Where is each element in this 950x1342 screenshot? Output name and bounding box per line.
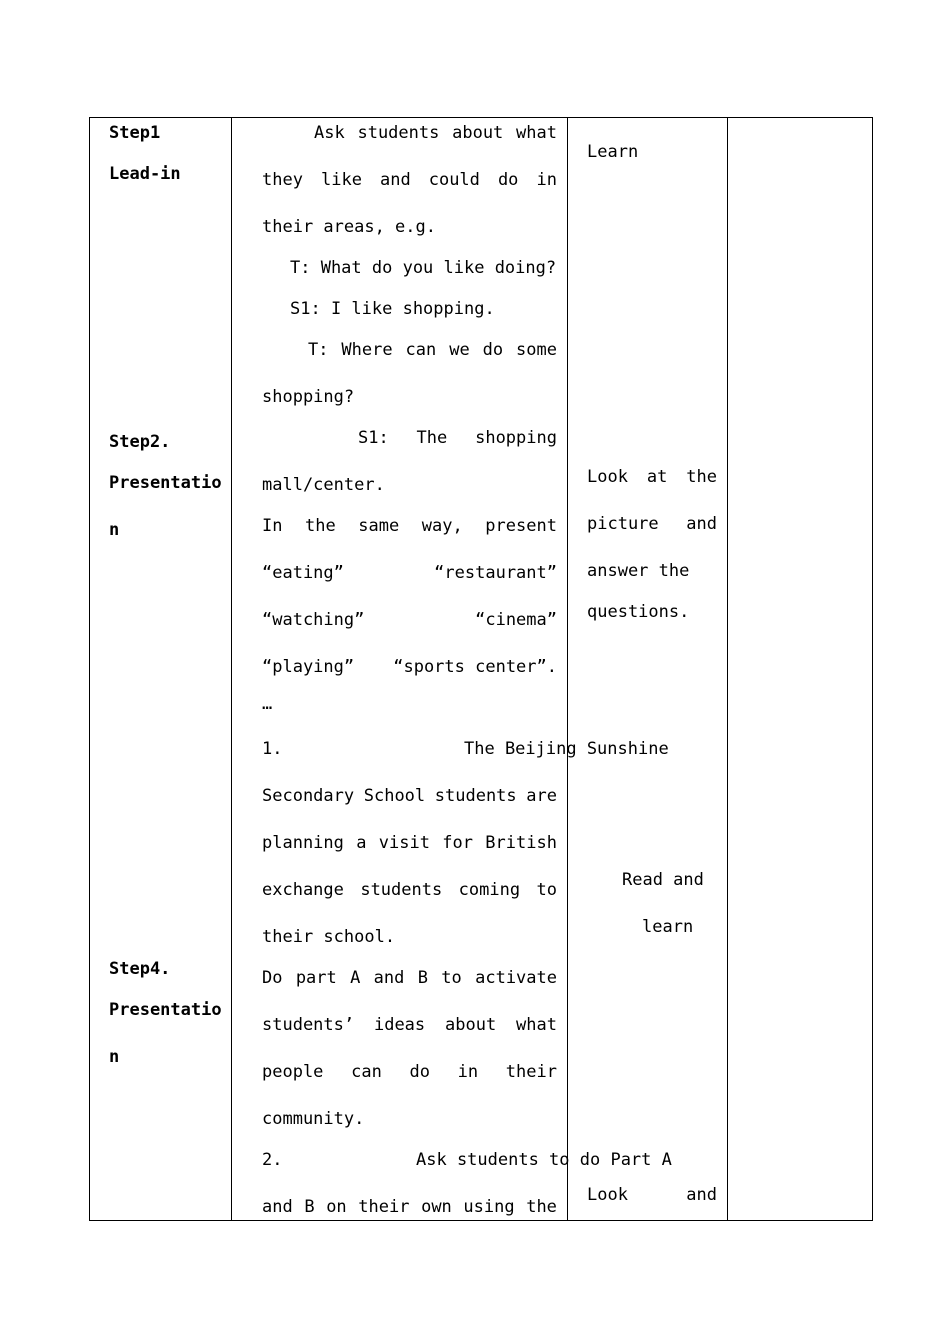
step-label: Step4. (109, 959, 171, 979)
text-line: In the same way, present (262, 516, 557, 536)
text-line: their areas, e.g. (262, 217, 436, 237)
step-label: Presentatio (109, 473, 222, 493)
text-line: Do part A and B to activate (262, 968, 557, 988)
column-divider (231, 118, 232, 1220)
step-label: n (109, 520, 120, 540)
text-line: questions. (587, 602, 690, 622)
text-line: Secondary School students are (262, 786, 557, 806)
text-line: 1. (262, 739, 283, 759)
text-line: Read and (622, 870, 704, 890)
text-line: planning a visit for British (262, 833, 557, 853)
step-label: Step2. (109, 432, 171, 452)
text-line: “playing” “sports center”. (262, 657, 557, 677)
text-line: … (262, 694, 273, 714)
text-line: Look and (587, 1185, 717, 1205)
text-line: “watching” “cinema” (262, 610, 557, 630)
text-line: they like and could do in (262, 170, 557, 190)
text-line: T: What do you like doing? (290, 258, 557, 278)
text-line: 2. (262, 1150, 283, 1170)
text-line: The Beijing Sunshine (464, 739, 669, 759)
text-line: mall/center. (262, 475, 385, 495)
text-line: Learn (587, 142, 639, 162)
text-line: people can do in their (262, 1062, 557, 1082)
step-label: n (109, 1047, 120, 1067)
text-line: answer the (587, 561, 690, 581)
text-line: S1: I like shopping. (290, 299, 495, 319)
text-line: Ask students to do Part A (416, 1150, 672, 1170)
text-line: exchange students coming to (262, 880, 557, 900)
text-line: Ask students about what (314, 123, 557, 143)
text-line: their school. (262, 927, 396, 947)
text-line: “eating” “restaurant” (262, 563, 557, 583)
text-line: Look at the (587, 467, 717, 487)
text-line: learn (642, 917, 694, 937)
text-line: picture and (587, 514, 717, 534)
step-label: Step1 (109, 123, 161, 143)
text-line: and B on their own using the (262, 1197, 557, 1217)
text-line: students’ ideas about what (262, 1015, 557, 1035)
column-divider (567, 118, 568, 1220)
step-label: Lead-in (109, 164, 181, 184)
step-label: Presentatio (109, 1000, 222, 1020)
text-line: S1: The shopping (358, 428, 557, 448)
text-line: community. (262, 1109, 365, 1129)
column-divider (727, 118, 728, 1220)
text-line: T: Where can we do some (308, 340, 557, 360)
text-line: shopping? (262, 387, 355, 407)
